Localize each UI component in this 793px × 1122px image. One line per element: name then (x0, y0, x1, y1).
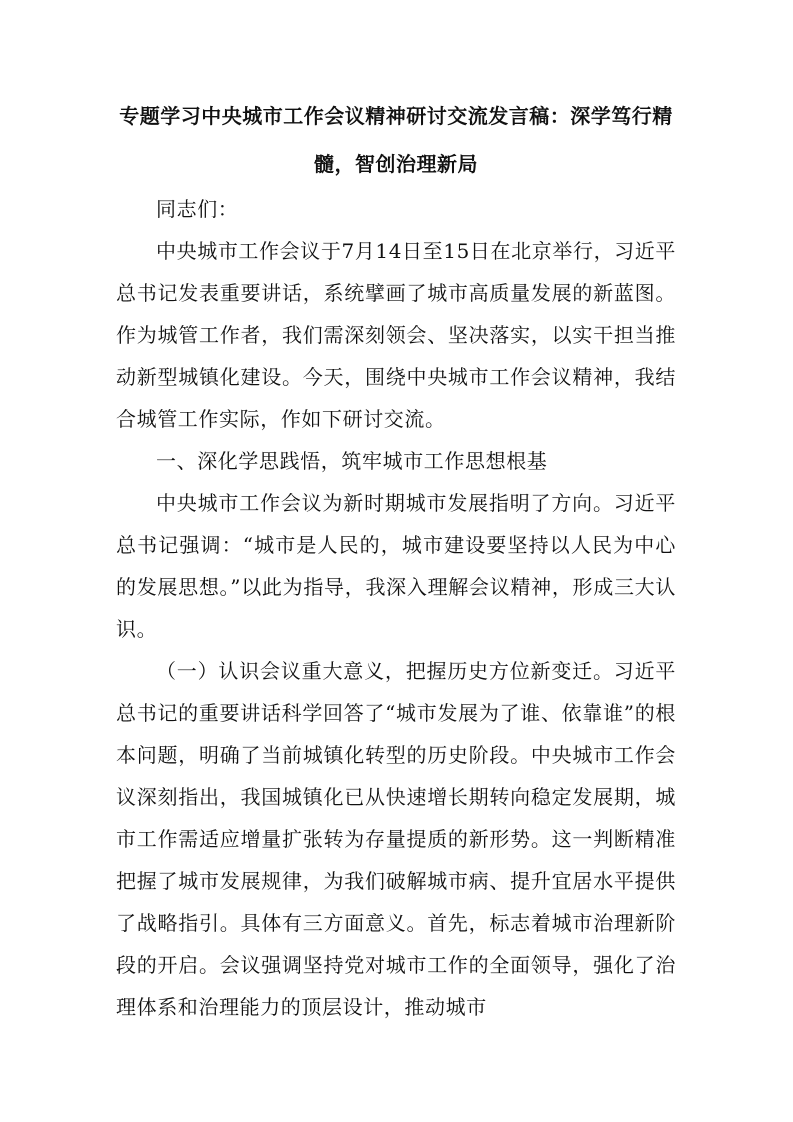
subsection-1-paragraph: （一）认识会议重大意义，把握历史方位新变迁。习近平总书记的重要讲话科学回答了“城市发展为了谁、依靠谁”的根本问题，明确了当前城镇化转型的历史阶段。中央城市工作会议深刻指出，我国城镇化已从快速增长期转向稳定发展期，城市工作需适应增量扩张转为存量提质的新形势。这一判断精准把握了城市发展规律，为我们破解城市病、提升宜居水平提供了战略指引。具体有三方面意义。首先，标志着城市治理新阶段的开启。会议强调坚持党对城市工作的全面领导，强化了治理体系和治理能力的顶层设计，推动城市 (116, 659, 676, 1019)
intro-paragraph: 中央城市工作会议于7月14日至15日在北京举行，习近平总书记发表重要讲话，系统擘画了城市高质量发展的新蓝图。作为城管工作者，我们需深刻领会、坚决落实，以实干担当推动新型城镇化建设。今天，围绕中央城市工作会议精神，我结合城管工作实际，作如下研讨交流。 (116, 239, 676, 431)
section-1-paragraph: 中央城市工作会议为新时期城市发展指明了方向。习近平总书记强调：“城市是人民的，城市建设要坚持以人民为中心的发展思想。”以此为指导，我深入理解会议精神，形成三大认识。 (116, 491, 676, 641)
salutation: 同志们： (156, 197, 239, 221)
document-page (116, 92, 676, 1028)
document-title: 专题学习中央城市工作会议精神研讨交流发言稿：深学笃行精髓，智创治理新局 (119, 104, 673, 176)
section-heading-1: 一、深化学思践悟，筑牢城市工作思想根基 (156, 449, 548, 473)
